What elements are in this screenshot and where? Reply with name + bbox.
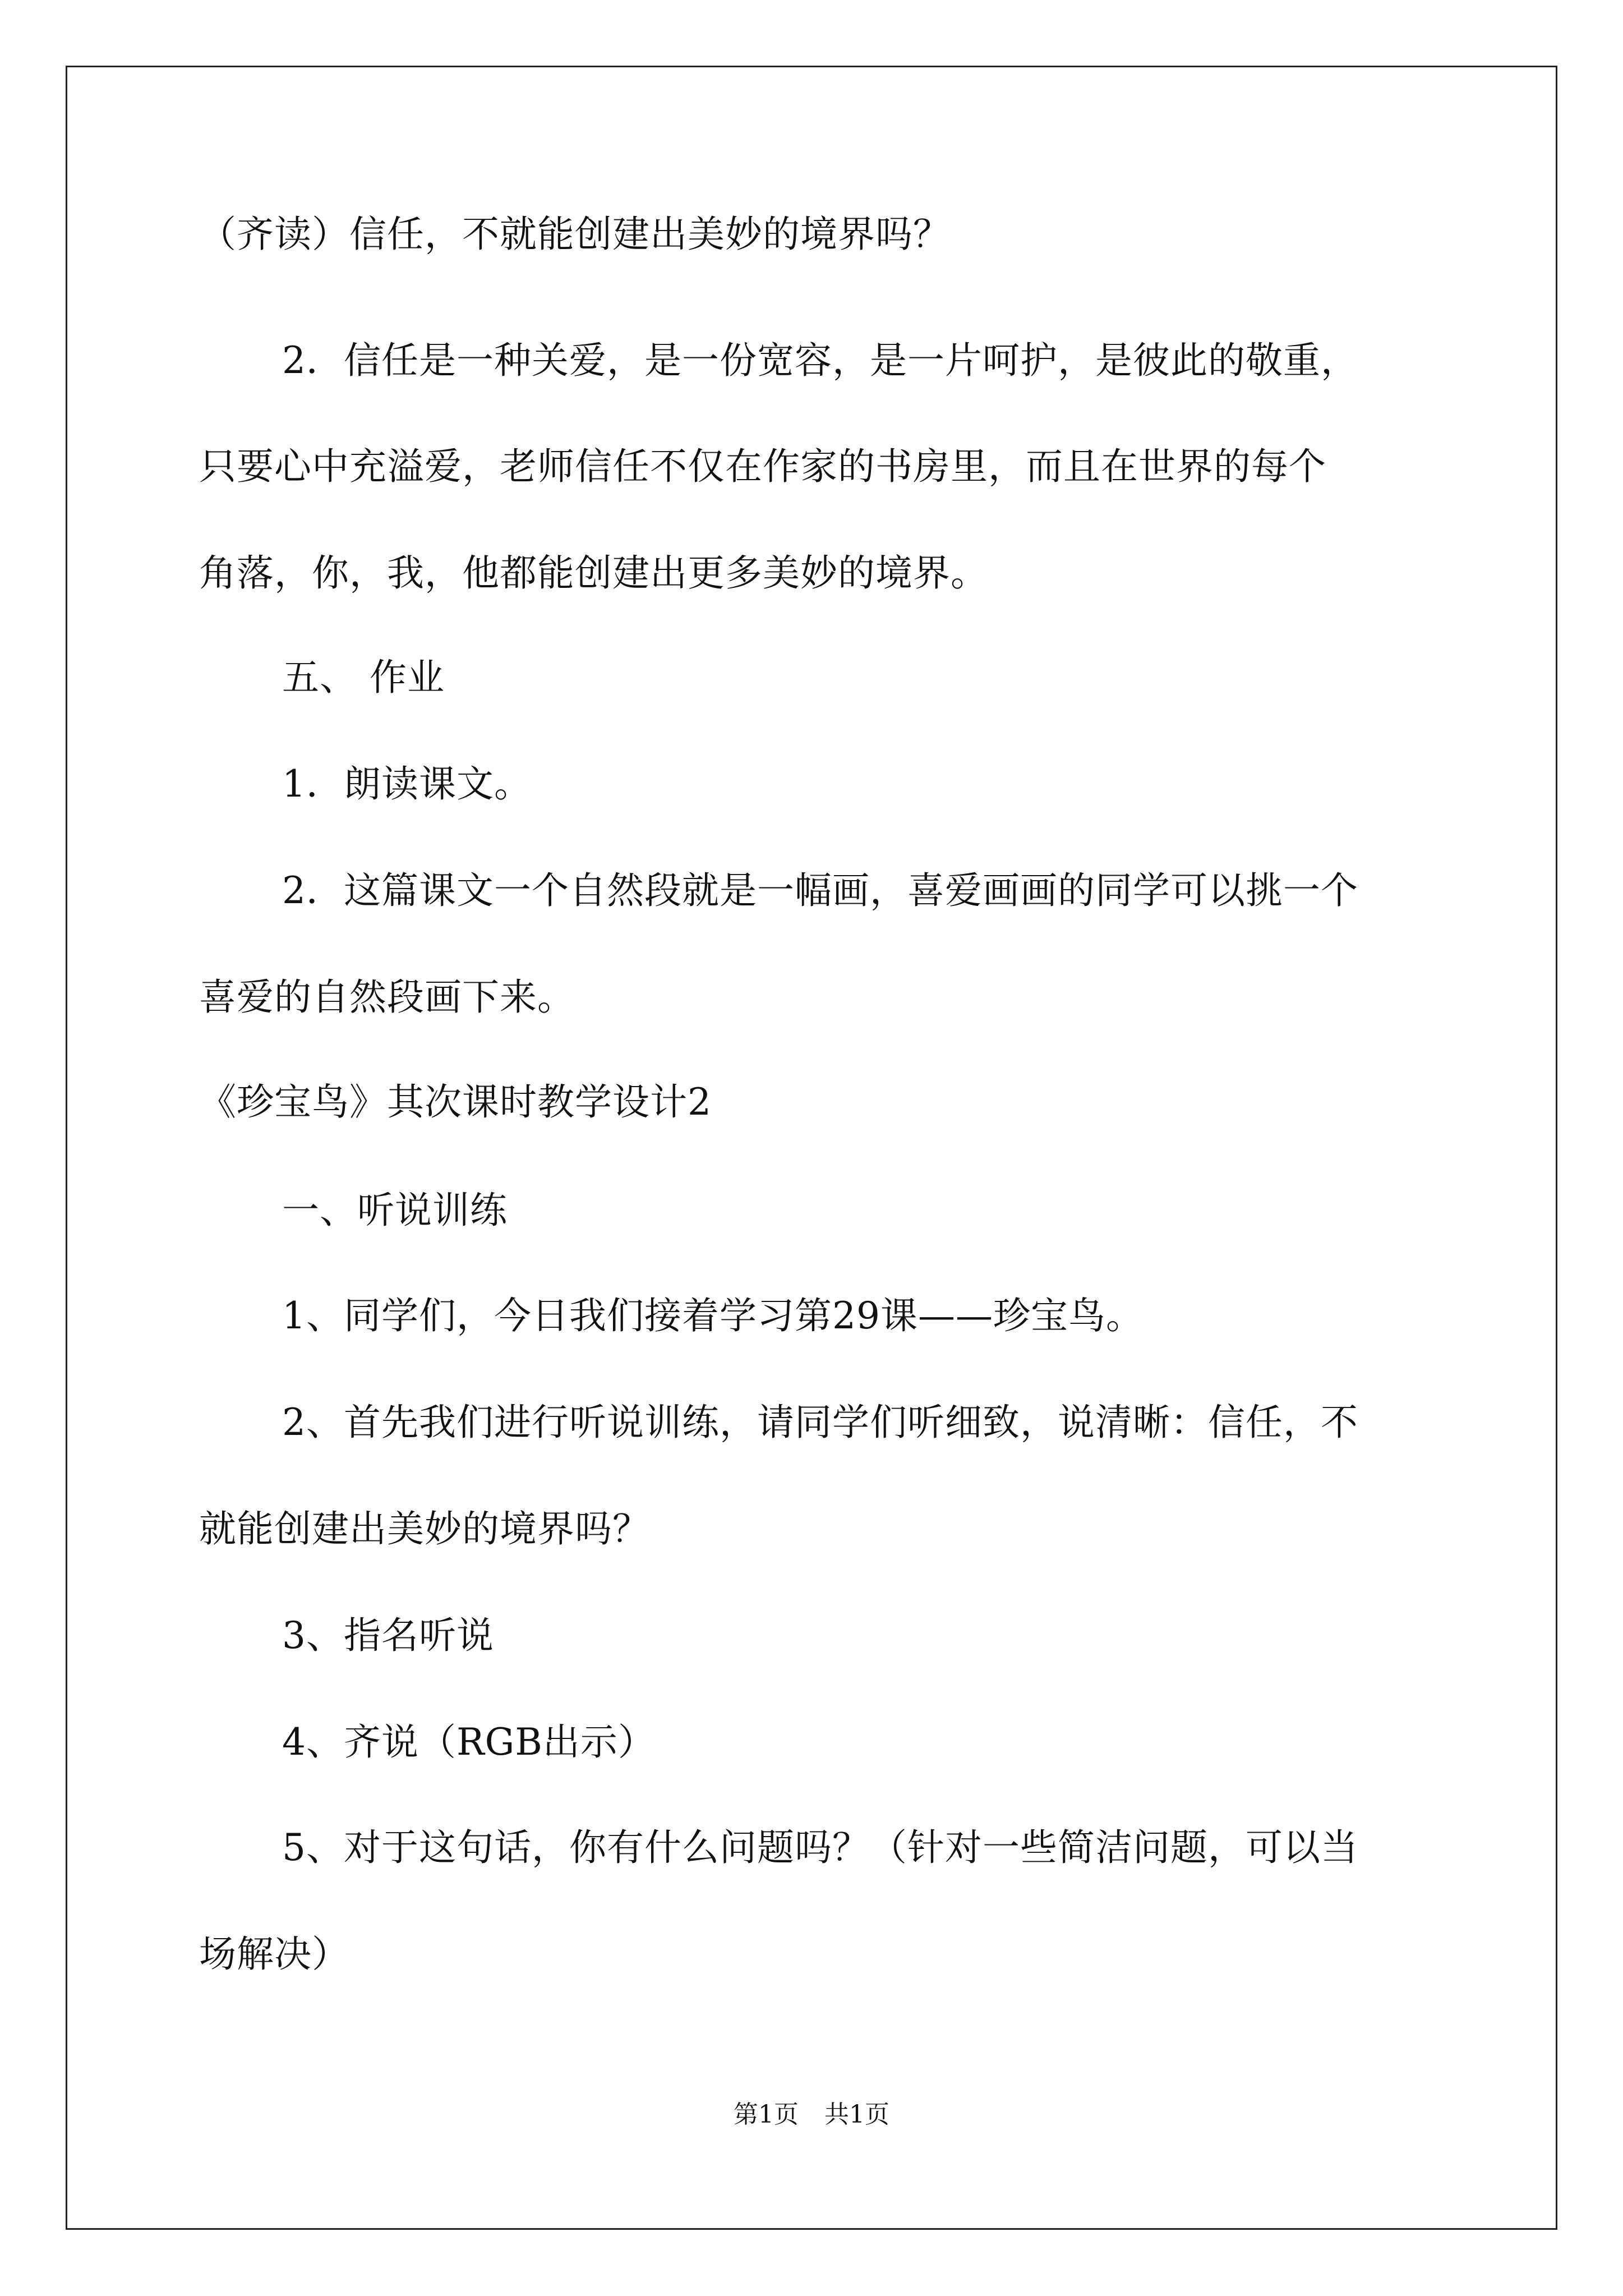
text-line: 只要心中充溢爱，老师信任不仅在作家的书房里，而且在世界的每个 — [199, 445, 1326, 488]
text-line: 2．信任是一种关爱，是一份宽容，是一片呵护，是彼此的敬重， — [282, 339, 1358, 382]
text-line: 1、同学们，今日我们接着学习第29课——珍宝鸟。 — [282, 1294, 1144, 1337]
text-line: 就能创建出美妙的境界吗？ — [199, 1507, 650, 1550]
text-line: 4、齐说（RGB出示） — [282, 1720, 656, 1764]
section-heading: 五、 作业 — [282, 656, 445, 699]
text-line: 喜爱的自然段画下来。 — [199, 976, 575, 1019]
text-line: 1．朗读课文。 — [282, 762, 532, 806]
page-number-current: 第1页 — [734, 2100, 799, 2129]
page-footer — [0, 2099, 1623, 2131]
page-number-total: 共1页 — [824, 2100, 889, 2129]
text-line: 2．这篇课文一个自然段就是一幅画，喜爱画画的同学可以挑一个 — [282, 869, 1358, 912]
section-heading: 一、听说训练 — [282, 1189, 508, 1232]
text-line: 角落，你，我，他都能创建出更多美妙的境界。 — [199, 551, 988, 595]
text-line: 5、对于这句话，你有什么问题吗？（针对一些简洁问题，可以当 — [282, 1826, 1358, 1869]
text-line: （齐读）信任，不就能创建出美妙的境界吗？ — [199, 213, 951, 256]
page-border — [66, 66, 1557, 2230]
text-line: 2、首先我们进行听说训练，请同学们听细致，说清晰：信任，不 — [282, 1401, 1358, 1444]
text-line: 场解决） — [199, 1932, 349, 1976]
text-line: 3、指名听说 — [282, 1614, 494, 1657]
lesson-title: 《珍宝鸟》其次课时教学设计2 — [199, 1080, 712, 1124]
